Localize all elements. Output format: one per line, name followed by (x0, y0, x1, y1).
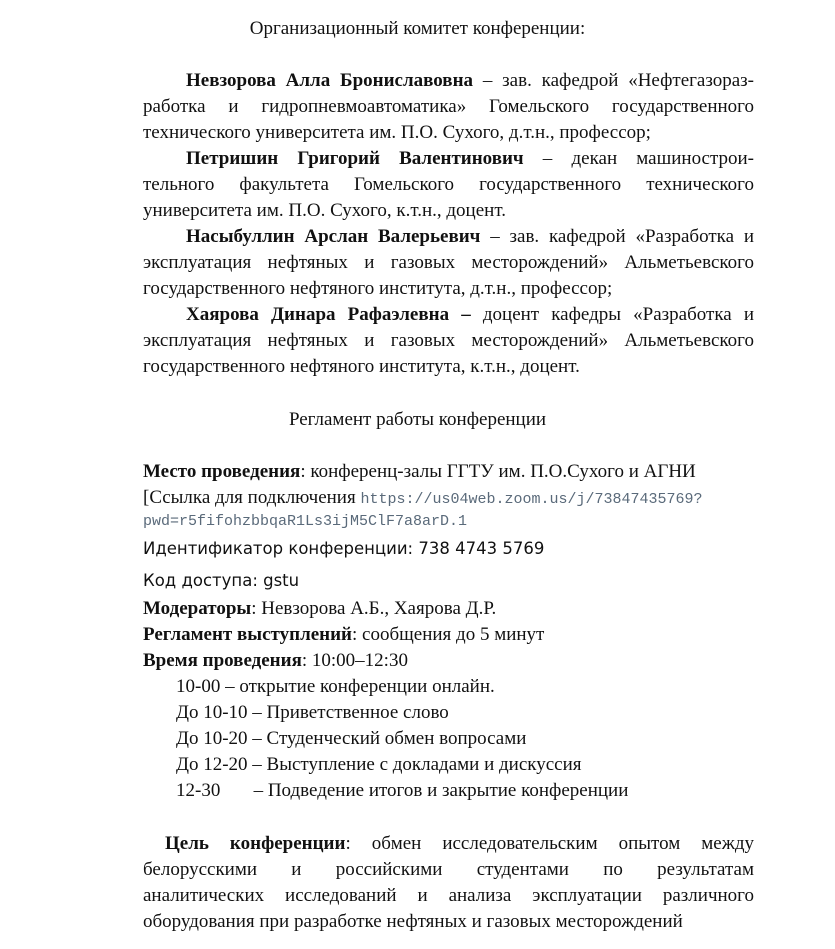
schedule-item: 12-30 – Подведение итогов и закрытие конференции (176, 780, 629, 801)
schedule-item: До 10-20 – Студенческий обмен вопросами (176, 728, 527, 749)
member-3-line-2: эксплуатация нефтяных и газовых месторождений» Альметьевского (143, 252, 754, 273)
zoom-link-part-2[interactable]: pwd=r5fifohzbbqaR1Ls3ijM5ClF7a8arD.1 (143, 513, 468, 530)
committee-heading: Организационный комитет конференции: (249, 18, 586, 39)
member-4-line-3: государственного нефтяного института, к.т.н., доцент. (143, 356, 580, 377)
meeting-id: Идентификатор конференции: 738 4743 5769 (143, 539, 545, 558)
time-line (143, 648, 408, 674)
zoom-link-part-1[interactable]: https://us04web.zoom.us/j/73847435769? (360, 491, 703, 508)
goal-label: Цель конференции (165, 833, 346, 854)
goal-line-3: аналитических исследований и анализа эксплуатации различного (143, 885, 754, 906)
time-value: : 10:00–12:30 (301, 650, 408, 671)
time-label: Время проведения (143, 650, 302, 671)
link-label: [Ссылка для подключения (143, 487, 361, 508)
member-2-line-2: тельного факультета Гомельского государственного технического (143, 174, 754, 195)
member-4-line-2: эксплуатация нефтяных и газовых месторождений» Альметьевского (143, 330, 754, 351)
member-2-line-3: университета им. П.О. Сухого, к.т.н., доцент. (143, 200, 506, 221)
member-2-name: Петришин Григорий Валентинович (186, 148, 524, 169)
schedule-item: До 12-20 – Выступление с докладами и дискуссия (176, 754, 582, 775)
member-3-first-line (186, 224, 754, 250)
member-3-text: – зав. кафедрой «Разработка и (480, 226, 754, 247)
member-4-text: доцент кафедры «Разработка и (470, 304, 754, 325)
moderators-line (143, 596, 496, 622)
member-3-name: Насыбуллин Арслан Валерьевич (186, 226, 481, 247)
schedule-heading: Регламент работы конференции (288, 409, 547, 430)
member-1-name: Невзорова Алла Брониславовна (186, 70, 474, 91)
goal-line-4: оборудования при разработке нефтяных и газовых месторождений (143, 911, 683, 932)
venue-line (143, 459, 696, 485)
member-2-text: – декан машинострои- (523, 148, 755, 169)
talks-line (143, 622, 544, 648)
member-4-first-line (186, 302, 754, 328)
schedule-item: До 10-10 – Приветственное слово (176, 702, 449, 723)
member-1-line-2: работка и гидропневмоавтоматика» Гомельского государственного (143, 96, 754, 117)
member-4-name: Хаярова Динара Рафаэлевна – (186, 304, 471, 325)
moderators-label: Модераторы (143, 598, 252, 619)
access-code: Код доступа: gstu (143, 571, 300, 590)
venue-value: : конференц-залы ГГТУ им. П.О.Сухого и АГНИ (300, 461, 696, 482)
goal-text: : обмен исследовательским опытом между (345, 833, 754, 854)
member-1-line-3: технического университета им. П.О. Сухого, д.т.н., профессор; (143, 122, 651, 143)
goal-line-2: белорусскими и российскими студентами по результатам (143, 859, 754, 880)
member-3-line-3: государственного нефтяного института, д.т.н., профессор; (143, 278, 613, 299)
talks-value: : сообщения до 5 минут (352, 624, 545, 645)
member-1-first-line (186, 68, 754, 94)
goal-first-line (165, 831, 754, 857)
member-2-first-line (186, 146, 754, 172)
member-1-text: – зав. кафедрой «Нефтегазораз- (473, 70, 755, 91)
venue-label: Место проведения (143, 461, 301, 482)
talks-label: Регламент выступлений (143, 624, 353, 645)
moderators-value: : Невзорова А.Б., Хаярова Д.Р. (251, 598, 497, 619)
schedule-item: 10-00 – открытие конференции онлайн. (176, 676, 495, 697)
